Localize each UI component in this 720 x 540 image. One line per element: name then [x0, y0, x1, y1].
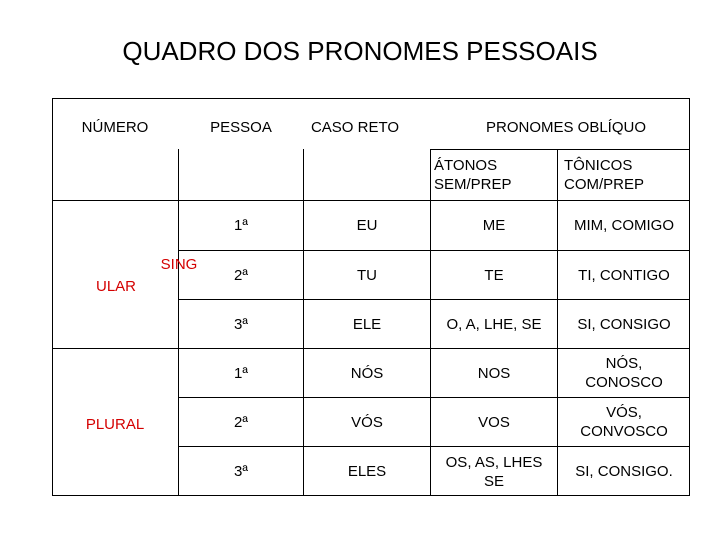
cell-tonico-2: TI, CONTIGO [578, 266, 670, 284]
cell-atono-1: ME [482, 217, 506, 234]
plural-label: PLURAL [85, 415, 145, 433]
cell-tonico-6: SI, CONSIGO. [575, 463, 673, 480]
cell-pessoa-5: 2ª [234, 413, 248, 431]
header-tonicos: TÔNICOS COM/PREP [564, 157, 645, 193]
header-caso-reto: CASO RETO [310, 118, 400, 136]
page-title: QUADRO DOS PRONOMES PESSOAIS [122, 36, 598, 66]
cell-atono-6: OS, AS, LHES SE [445, 453, 543, 490]
cell-pessoa-4: 1ª [234, 364, 248, 382]
cell-reto-4: NÓS [350, 364, 384, 382]
cell-atono-2: TE [484, 266, 504, 284]
header-obliquo: PRONOMES OBLÍQUO [485, 118, 647, 136]
divider-obliquo-sub [430, 149, 690, 150]
divider-col-1 [178, 149, 179, 496]
singular-label-part2: ULAR [95, 277, 136, 295]
header-numero: NÚMERO [81, 118, 149, 136]
cell-tonico-4: NÓS, CONOSCO [585, 355, 663, 391]
cell-atono-4: NOS [477, 364, 511, 382]
header-pessoa: PESSOA [210, 118, 272, 136]
cell-tonico-1: MIM, COMIGO [574, 217, 674, 234]
header-atonos: ÁTONOS SEM/PREP [434, 157, 512, 193]
cell-tonico-5: VÓS, CONVOSCO [580, 404, 668, 440]
cell-pessoa-3: 3ª [234, 315, 248, 333]
cell-atono-3: O, A, LHE, SE [446, 315, 542, 333]
cell-reto-3: ELE [352, 315, 382, 333]
cell-tonico-3: SI, CONSIGO [577, 315, 671, 333]
cell-pessoa-1: 1ª [234, 217, 248, 234]
cell-pessoa-2: 2ª [234, 266, 248, 284]
singular-label-part1: SING [160, 255, 198, 273]
cell-atono-5: VOS [478, 413, 510, 431]
cell-reto-2: TU [357, 266, 377, 284]
cell-reto-1: EU [356, 217, 378, 234]
cell-reto-6: ELES [347, 463, 387, 480]
cell-reto-5: VÓS [351, 413, 383, 431]
cell-pessoa-6: 3ª [234, 463, 248, 480]
